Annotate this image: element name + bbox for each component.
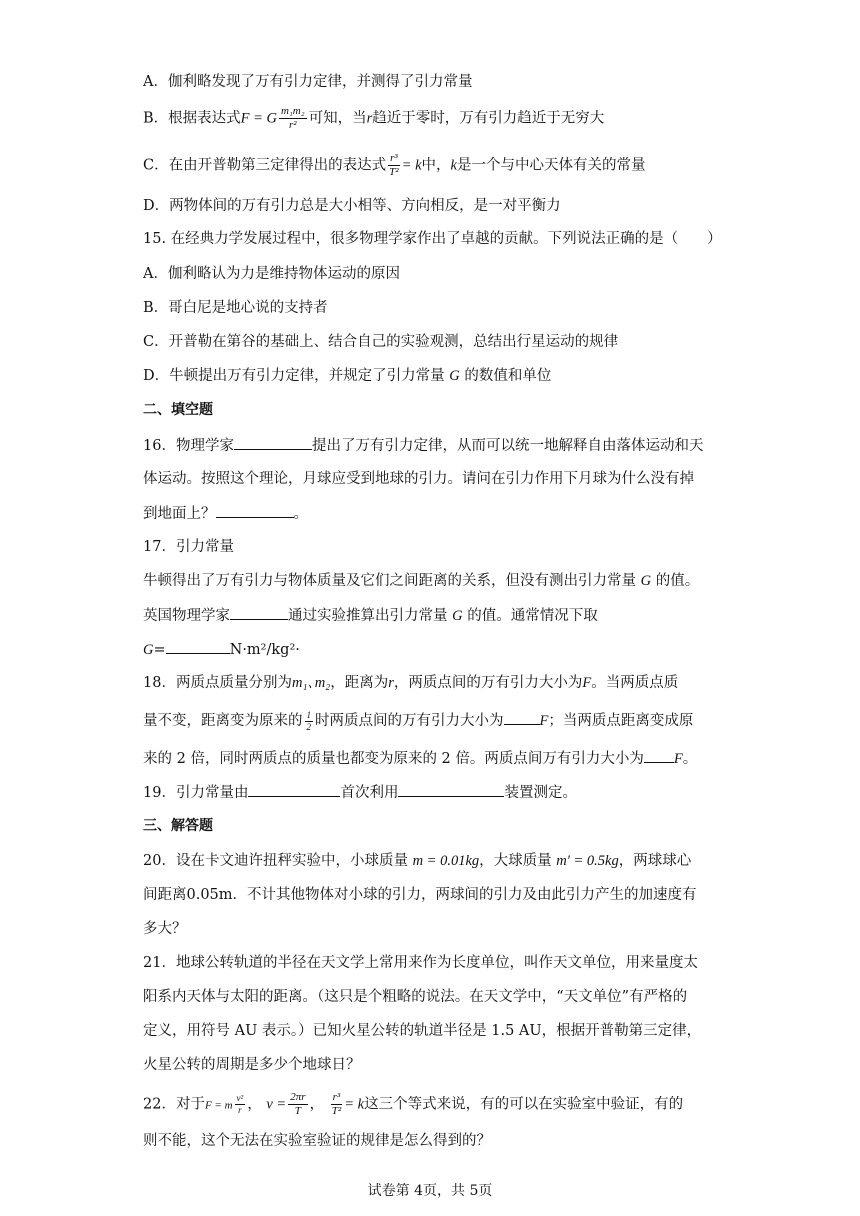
q18-line-1	[143, 673, 678, 693]
fraction-numerator: 2πr	[290, 1091, 306, 1103]
q14-option-a: A．伽利略发现了万有引力定律，并测得了引力常量	[143, 74, 473, 90]
q17-text: 牛顿得出了万有引力与物体质量及它们之间距离的关系，但没有测出引力常量	[143, 573, 636, 589]
q19-text: 19．引力常量由	[143, 785, 249, 801]
math-var-f: F	[539, 713, 549, 729]
q15-option-d-text2: 的数值和单位	[464, 368, 552, 384]
q14-option-c-text3: 是一个与中心天体有关的常量	[456, 157, 646, 174]
fraction-numerator: m₁m₂	[281, 105, 305, 117]
q15-option-d	[143, 366, 551, 386]
answer-blank[interactable]	[230, 605, 288, 620]
q18-text6: 时两质点间的万有引力大小为	[315, 713, 504, 729]
q14-option-c	[143, 153, 645, 178]
q20-text4: 间距离	[143, 887, 187, 903]
q18-fraction-half	[305, 711, 314, 732]
math-eq: = k	[401, 157, 422, 174]
q16-line-2: 体运动。按照这个理论，月球应受到地球的引力。请问在引力作用下月球为什么没有掉	[143, 471, 694, 487]
q20-line-1	[143, 851, 691, 871]
q18-text3: ，两质点间的万有引力大小为	[393, 675, 583, 691]
q16-line-1	[143, 435, 703, 456]
q22-text2: 这三个等式来说，有的可以在实验室中验证，有的	[364, 1096, 684, 1113]
q19-text2: 首次利用	[340, 785, 399, 801]
math-var-g: G	[449, 368, 460, 384]
q18-text4: 。当两质点质	[591, 675, 679, 691]
fraction-numerator: r³	[390, 152, 398, 164]
math-var-r: r	[388, 675, 394, 691]
answer-blank[interactable]	[248, 782, 340, 797]
q22-text: 22．对于	[143, 1096, 205, 1113]
math-var-g: G	[452, 608, 463, 624]
separator: ，	[309, 1096, 325, 1113]
q15-option-c: C．开普勒在第谷的基础上、结合自己的实验观测，总结出行星运动的规律	[143, 334, 619, 350]
q16-text4: 。	[293, 506, 308, 522]
q14-option-b-text: B．根据表达式	[143, 110, 241, 127]
q17-title: 17．引力常量	[143, 539, 234, 555]
q14-option-c-text2: 中，	[421, 157, 451, 174]
fraction-numerator: r³	[332, 1091, 341, 1103]
answer-blank[interactable]	[398, 782, 504, 797]
q20-text3: ，两球球心	[618, 853, 692, 869]
fraction-numerator: 1	[306, 709, 311, 720]
fraction-denominator: r	[238, 1105, 242, 1115]
q15-option-d-text: D．牛顿提出万有引力定律，并规定了引力常量	[143, 368, 445, 384]
answer-blank[interactable]	[216, 503, 294, 518]
q15-option-b: B．哥白尼是地心说的支持者	[143, 300, 328, 316]
fraction-denominator: T	[294, 1105, 301, 1117]
q19-text3: 装置测定。	[504, 785, 577, 801]
q14-option-b	[143, 106, 604, 131]
answer-blank[interactable]	[234, 435, 312, 450]
q20-line-2	[143, 885, 697, 905]
q20-text: 20．设在卡文迪许扭秤实验中，小球质量	[143, 853, 408, 869]
q19-line	[143, 782, 577, 803]
q17-line-1	[143, 571, 699, 591]
math-eq: = k	[344, 1096, 365, 1113]
q16-text3: 到地面上？	[143, 506, 216, 522]
page-footer: 试卷第 4页，共 5页	[367, 1183, 493, 1199]
q22-fraction-2	[288, 1092, 307, 1117]
q17-unit: N·m²/kg²·	[229, 642, 300, 658]
math-var-r: r	[366, 110, 373, 127]
q14-option-b-text2: 可知，当	[308, 110, 367, 127]
q15-stem: 15. 在经典力学发展过程中，很多物理学家作出了卓越的贡献。下列说法正确的是（ ）	[143, 231, 722, 247]
math-large-mass: m′ = 0.5kg	[556, 853, 619, 869]
q21-line-1: 21．地球公转轨道的半径在天文学上常用来作为长度单位，叫作天文单位，用来量度太	[143, 955, 698, 971]
fraction-denominator: r²	[289, 119, 297, 131]
q21-line-4: 火星公转的周期是多少个地球日？	[143, 1057, 361, 1073]
math-var-g: G	[640, 573, 652, 589]
q17-line-3	[143, 639, 300, 660]
q18-line-3	[143, 748, 697, 769]
q15-option-a: A．伽利略认为力是维持物体运动的原因	[143, 266, 400, 282]
section-heading-solve: 三、解答题	[143, 818, 213, 834]
math-distance: 0.05m	[186, 887, 233, 903]
q14-option-d: D．两物体间的万有引力总是大小相等、方向相反，是一对平衡力	[143, 198, 561, 214]
q22-line-1	[143, 1092, 683, 1117]
q16-text: 16．物理学家	[143, 438, 234, 454]
q14-option-c-fraction	[388, 153, 400, 178]
q16-text2: 提出了万有引力定律，从而可以统一地解释自由落体运动和天	[311, 438, 704, 454]
fraction-numerator: v²	[236, 1093, 244, 1103]
q17-text5: 的值。通常情况下取	[467, 608, 598, 624]
q22-formula-force: F = m	[204, 1099, 233, 1112]
q14-option-b-text3: 趋近于零时，万有引力趋近于无穷大	[372, 110, 605, 127]
q17-text2: 的值。	[655, 573, 700, 589]
q14-option-b-fraction	[279, 106, 307, 131]
q18-text: 18．两质点质量分别为	[143, 675, 292, 691]
section-heading-fill-in: 二、填空题	[143, 402, 213, 418]
q21-line-2: 阳系内天体与太阳的距离。（这只是个粗略的说法。在天文学中，“天文单位”有严格的	[143, 989, 688, 1005]
math-var-k: k	[450, 157, 457, 174]
q17-line-2	[143, 605, 598, 626]
q18-text9: 。	[682, 751, 698, 767]
q20-text5: ．不计其他物体对小球的引力，两球间的引力及由此引力产生的加速度有	[232, 887, 697, 903]
q14-option-c-text: C．在由开普勒第三定律得出的表达式	[143, 157, 387, 174]
q18-text7: ；当两质点距离变成原	[548, 713, 694, 729]
q21-line-3: 定义，用符号 AU 表示。）已知火星公转的轨道半径是 1.5 AU，根据开普勒第三定律，	[143, 1023, 702, 1039]
q18-text8: 来的 2 倍，同时两质点的质量也都变为原来的 2 倍。两质点间万有引力大小为	[143, 751, 644, 767]
fraction-denominator: T²	[331, 1105, 342, 1117]
math-var-g: G	[143, 642, 154, 658]
q17-text3: 英国物理学家	[143, 608, 230, 624]
q22-fraction-1	[235, 1094, 246, 1115]
answer-blank[interactable]	[166, 639, 230, 654]
q22-formula-velocity: v =	[266, 1096, 287, 1113]
q22-fraction-3	[331, 1092, 343, 1117]
fraction-denominator: T²	[389, 166, 399, 178]
fraction-denominator: 2	[306, 721, 311, 732]
math-eq: =	[153, 642, 166, 658]
math-masses: m₁､m₂	[291, 675, 331, 691]
math-small-mass: m = 0.01kg	[412, 853, 480, 869]
q18-text5: 量不变，距离变为原来的	[143, 713, 303, 729]
q16-line-3	[143, 503, 308, 524]
answer-blank[interactable]	[504, 710, 540, 725]
q20-line-3: 多大？	[143, 921, 187, 937]
q17-text4: 通过实验推算出引力常量	[288, 608, 448, 624]
q22-line-2: 则不能，这个无法在实验室验证的规律是怎么得到的？	[143, 1133, 491, 1149]
math-var-f: F	[582, 675, 592, 691]
q14-option-b-formula: F = G	[240, 110, 278, 127]
q18-text2: ，距离为	[330, 675, 389, 691]
separator: ，	[247, 1096, 262, 1113]
q20-text2: ，大球质量	[479, 853, 552, 869]
answer-blank[interactable]	[644, 748, 674, 763]
math-var-f: F	[673, 751, 683, 767]
q18-line-2	[143, 710, 693, 732]
